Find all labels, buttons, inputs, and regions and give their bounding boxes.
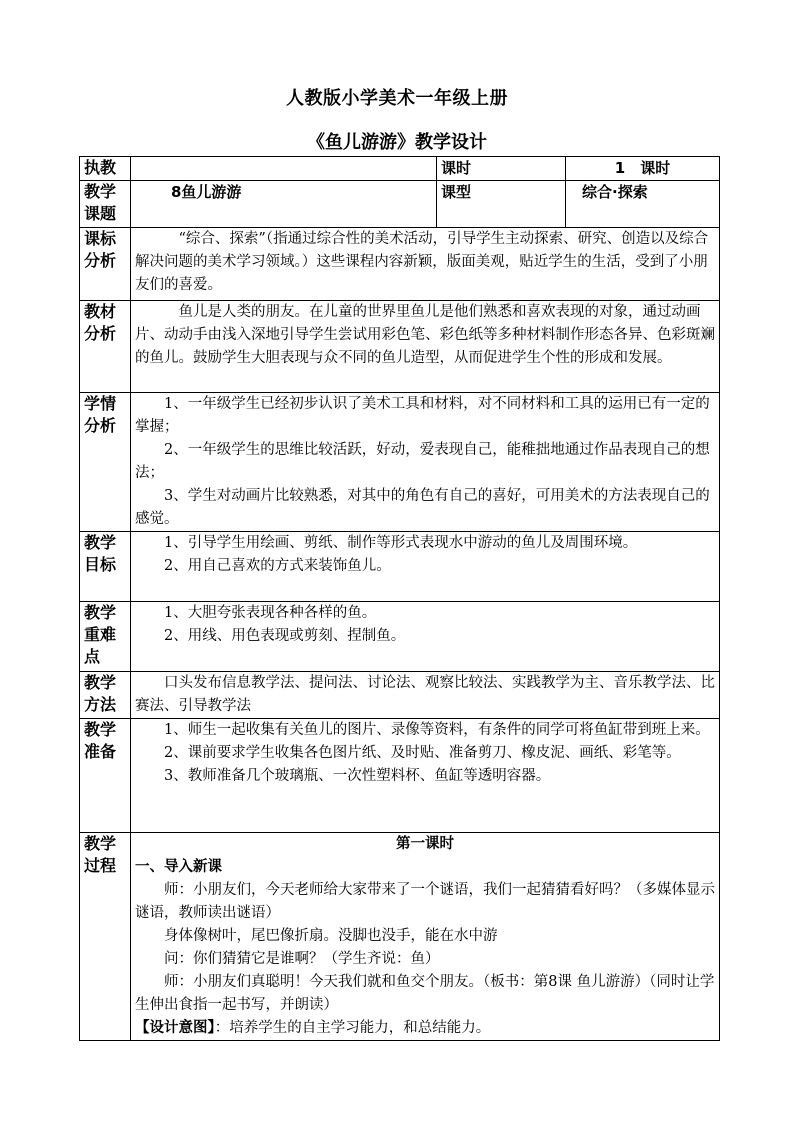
period-heading: 第一课时 xyxy=(396,836,454,852)
text-curriculum-analysis: “综合、探索”（指通过综合性的美术活动，引导学生主动探索、研究、创造以及综合解决问题的美术学习领域。）这些课程内容新颖，版面美观，贴近学生的生活，受到了小朋友们的喜爱。 xyxy=(135,231,709,293)
label-key-points: 教学重难点 xyxy=(80,602,131,672)
label-preparation: 教学准备 xyxy=(80,719,131,833)
label-topic: 教学课题 xyxy=(80,181,131,228)
teaching-goal-item: 2、用自己喜欢的方式来装饰鱼儿。 xyxy=(164,558,391,574)
label-period: 课时 xyxy=(437,157,566,181)
row-teaching-process xyxy=(80,833,720,1041)
process-line: 身体像树叶，尾巴像折扇。没脚也没手，能在水中游 xyxy=(164,928,498,944)
value-type: 综合·探索 xyxy=(566,181,720,228)
row-teaching-methods xyxy=(80,672,720,719)
document-subtitle: 《鱼儿游游》教学设计 xyxy=(307,132,487,153)
label-textbook-analysis: 教材分析 xyxy=(80,301,131,393)
row-teacher xyxy=(80,157,720,181)
row-topic xyxy=(80,181,720,228)
row-preparation xyxy=(80,719,720,833)
row-teaching-goals xyxy=(80,532,720,602)
process-line: 师：小朋友们，今天老师给大家带来了一个谜语，我们一起猜猜看好吗？（多媒体显示谜语，教师读出谜语） xyxy=(135,882,715,921)
value-teacher xyxy=(131,157,437,181)
label-curriculum-analysis: 课标分析 xyxy=(80,228,131,301)
design-intent-text: ：培养学生的自主学习能力，和总结能力。 xyxy=(214,1020,491,1036)
text-textbook-analysis: 鱼儿是人类的朋友。在儿童的世界里鱼儿是他们熟悉和喜欢表现的对象，通过动画片、动动手由浅入深地引导学生尝试用彩色笔、彩色纸等多种材料制作形态各异、色彩斑斓的鱼儿。鼓励学生大胆表现与众不同的鱼儿造型，从而促进学生个性的形成和发展。 xyxy=(135,304,715,366)
key-point-item: 2、用线、用色表现或剪刻、捏制鱼。 xyxy=(164,628,406,644)
key-point-item: 1、大胆夸张表现各种各样的鱼。 xyxy=(164,605,377,621)
teaching-goal-item: 1、引导学生用绘画、剪纸、制作等形式表现水中游动的鱼儿及周围环境。 xyxy=(164,535,638,551)
label-teacher: 执教 xyxy=(80,157,131,181)
row-textbook-analysis xyxy=(80,301,720,393)
design-intent-label: 【设计意图】 xyxy=(135,1020,215,1036)
label-student-analysis: 学情分析 xyxy=(80,393,131,532)
row-curriculum-analysis xyxy=(80,228,720,301)
value-topic: 8鱼儿游游 xyxy=(131,181,437,228)
document-title: 人教版小学美术一年级上册 xyxy=(286,88,508,109)
process-line: 师：小朋友们真聪明！今天我们就和鱼交个朋友。（板书：第8课 鱼儿游游）（同时让学生伸出食指一起书写，并朗读） xyxy=(135,974,715,1013)
label-type: 课型 xyxy=(437,181,566,228)
lesson-plan-table xyxy=(79,156,720,1041)
preparation-item: 3、教师准备几个玻璃瓶、一次性塑料杯、鱼缸等透明容器。 xyxy=(164,768,551,784)
student-analysis-item: 1、一年级学生已经初步认识了美术工具和材料，对不同材料和工具的运用已有一定的掌握； xyxy=(135,396,710,435)
preparation-item: 1、师生一起收集有关鱼儿的图片、录像等资料，有条件的同学可将鱼缸带到班上来。 xyxy=(164,722,710,738)
label-teaching-methods: 教学方法 xyxy=(80,672,131,719)
text-teaching-methods: 口头发布信息教学法、提问法、讨论法、观察比较法、实践教学为主、音乐教学法、比赛法、引导教学法 xyxy=(135,675,715,714)
student-analysis-item: 2、一年级学生的思维比较活跃，好动，爱表现自己，能稚拙地通过作品表现自己的想法； xyxy=(135,442,710,481)
row-key-points xyxy=(80,602,720,672)
value-period: 1 课时 xyxy=(566,157,720,181)
label-teaching-process: 教学过程 xyxy=(80,833,131,1041)
student-analysis-item: 3、学生对动画片比较熟悉，对其中的角色有自己的喜好，可用美术的方法表现自己的感觉。 xyxy=(135,488,710,527)
label-teaching-goals: 教学目标 xyxy=(80,532,131,602)
design-intent xyxy=(135,1017,715,1040)
process-line: 问：你们猜猜它是谁啊？（学生齐说：鱼） xyxy=(164,951,440,967)
preparation-item: 2、课前要求学生收集各色图片纸、及时贴、准备剪刀、橡皮泥、画纸、彩笔等。 xyxy=(164,745,681,761)
section-heading: 一、导入新课 xyxy=(135,859,222,875)
row-student-analysis xyxy=(80,393,720,532)
